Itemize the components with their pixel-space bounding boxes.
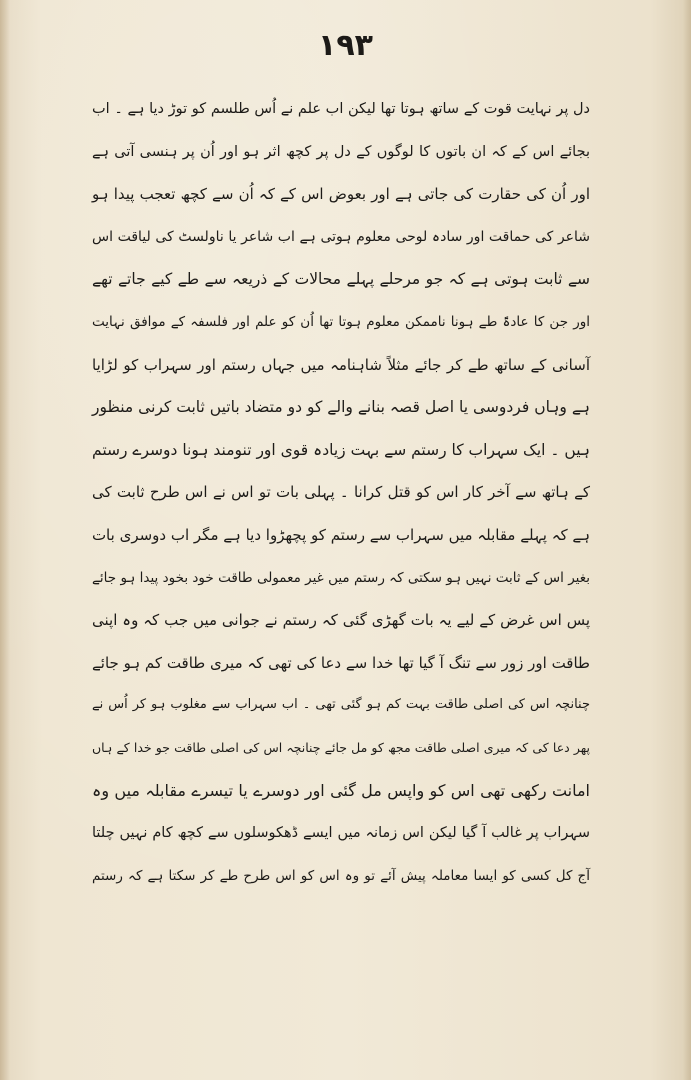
text-line: اور جن کا عادۃً طے ہونا ناممکن معلوم ہوتا تھا اُن کو علم اور فلسفہ کے موافق نہایت bbox=[92, 313, 590, 330]
body-text bbox=[92, 88, 590, 897]
text-line: طاقت اور زور سے تنگ آ گیا تھا خدا سے دعا کی تھی کہ میری طاقت کم ہو جائے bbox=[92, 653, 590, 672]
page-number: ١٩٣ bbox=[318, 28, 373, 63]
text-line: بغیر اس کے ثابت نہیں ہو سکتی کہ رستم میں غیر معمولی طاقت خود بخود پیدا ہو جائے bbox=[92, 569, 590, 586]
page-shadow-left bbox=[0, 0, 10, 1080]
text-line: امانت رکھی تھی اس کو واپس مل گئی اور دوسرے یا تیسرے مقابلہ میں وہ bbox=[92, 780, 590, 800]
text-line: سے ثابت ہوتی ہے کہ جو مرحلے پہلے محالات کے ذریعہ سے طے کیے جاتے تھے bbox=[92, 270, 590, 289]
page-shadow-right bbox=[683, 0, 691, 1080]
text-line: آسانی کے ساتھ طے کر جائے مثلاً شاہنامہ میں جہاں رستم اور سہراب کو لڑایا bbox=[92, 355, 590, 374]
text-line: ہیں ۔ ایک سہراب کا رستم سے بہت زیادہ قوی اور تنومند ہونا دوسرے رستم bbox=[92, 440, 590, 459]
text-line: اور اُن کی حقارت کی جاتی ہے اور بعوض اس کے کہ اُن سے کچھ تعجب پیدا ہو bbox=[92, 185, 590, 204]
text-line: آج کل کسی کو ایسا معاملہ پیش آئے تو وہ اس کو اس طرح طے کر سکتا ہے کہ رستم bbox=[92, 867, 590, 884]
text-line: شاعر کی حماقت اور سادہ لوحی معلوم ہوتی ہے اب شاعر یا ناولسٹ کی لیاقت اس bbox=[92, 228, 590, 245]
text-line: چنانچہ اس کی اصلی طاقت بہت کم ہو گئی تھی ۔ اب سہراب سے مغلوب ہو کر اُس نے bbox=[92, 697, 590, 713]
text-line: پھر دعا کی کہ میری اصلی طاقت مجھ کو مل جائے چنانچہ اس کی اصلی طاقت جو خدا کے ہاں bbox=[92, 739, 590, 755]
text-line: بجائے اس کے کہ ان باتوں کا لوگوں کے دل پر کچھ اثر ہو اور اُن پر ہنسی آتی ہے bbox=[92, 143, 590, 160]
text-line: سہراب پر غالب آ گیا لیکن اس زمانہ میں ایسے ڈھکوسلوں سے کچھ کام نہیں چلتا bbox=[92, 825, 590, 842]
text-line: ہے کہ پہلے مقابلہ میں سہراب سے رستم کو پچھڑوا دیا ہے مگر اب دوسری بات bbox=[91, 525, 590, 544]
text-line: دل پر نہایت قوت کے ساتھ ہوتا تھا لیکن اب علم نے اُس طلسم کو توڑ دیا ہے ۔ اب bbox=[92, 101, 590, 117]
text-line: ہے وہاں فردوسی یا اصل قصہ بنانے والے کو دو متضاد باتیں ثابت کرنی منظور bbox=[92, 398, 590, 417]
text-line: کے ہاتھ سے آخر کار اس کو قتل کرانا ۔ پہلی بات تو اس نے اس طرح ثابت کی bbox=[92, 483, 590, 502]
text-line: پس اس غرض کے لیے یہ بات گھڑی گئی کہ رستم نے جوانی میں جب کہ وہ اپنی bbox=[92, 611, 590, 630]
